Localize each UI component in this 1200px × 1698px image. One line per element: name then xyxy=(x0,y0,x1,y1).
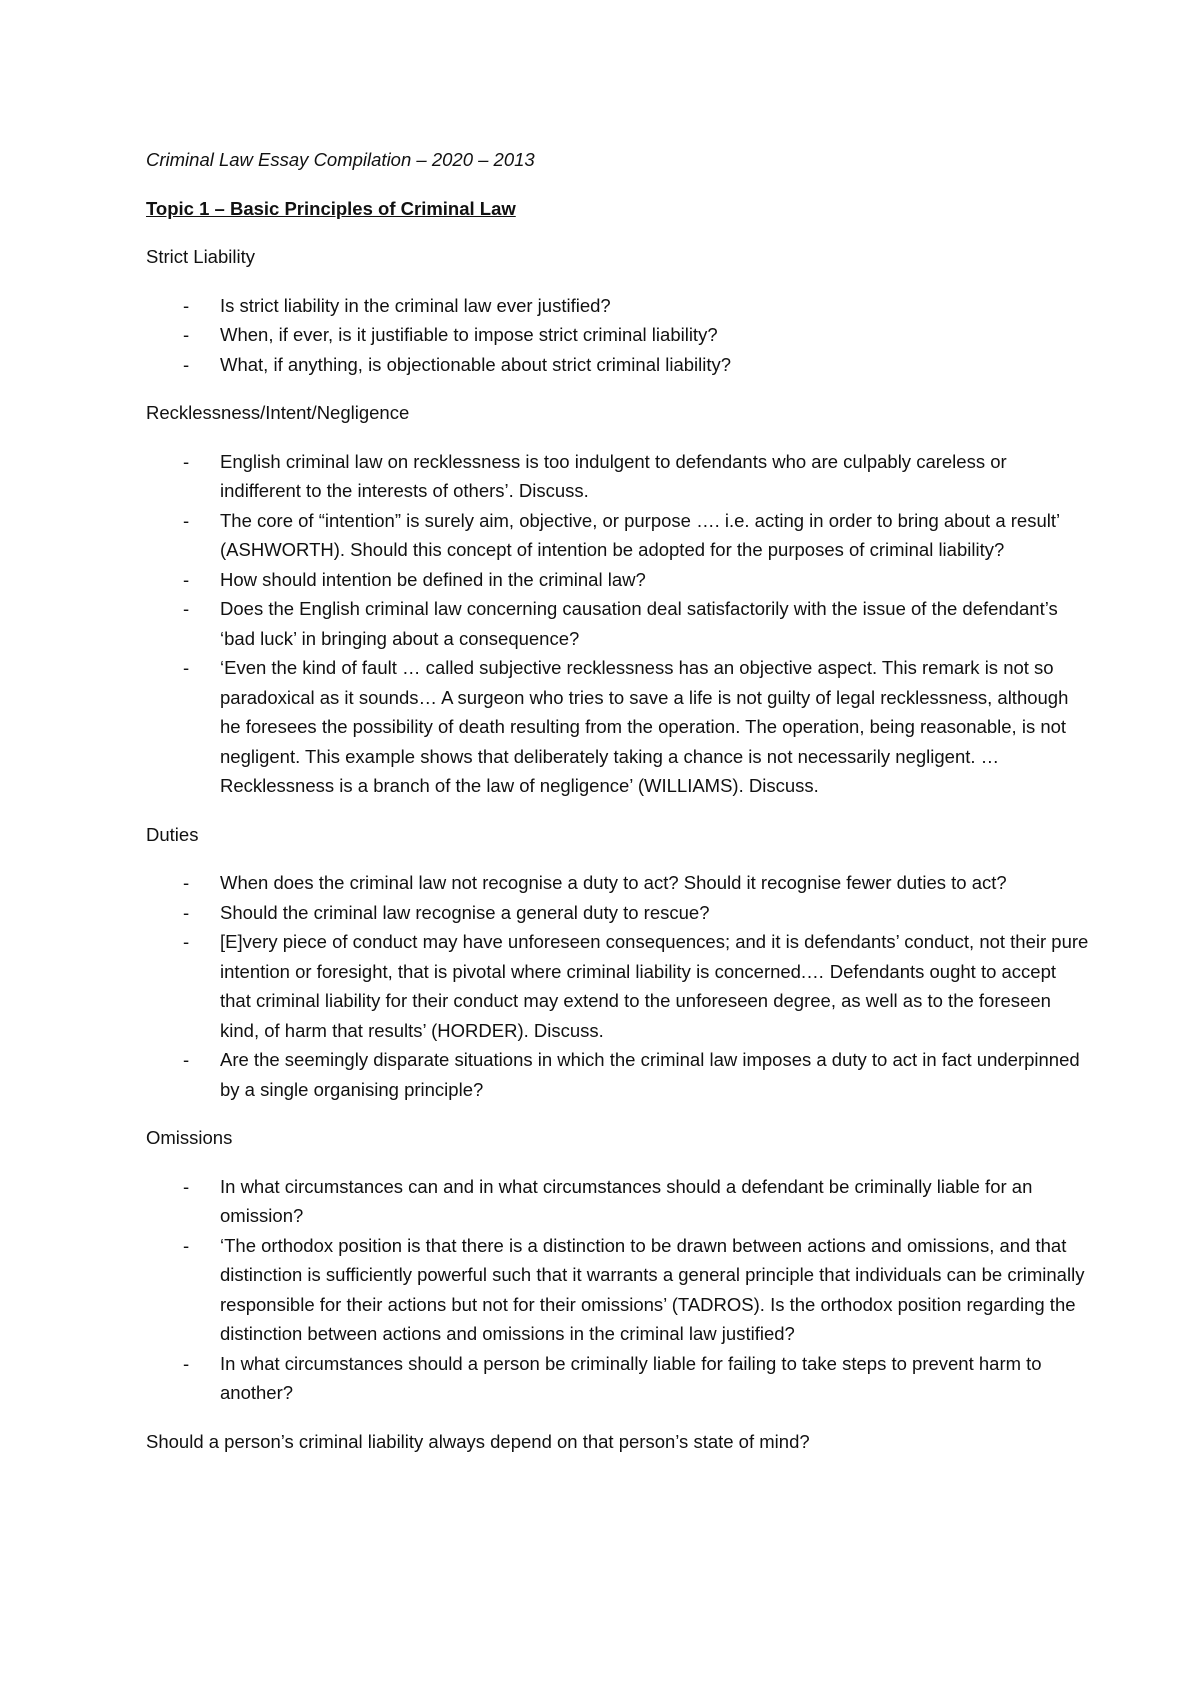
bullet-dash: - xyxy=(183,509,190,531)
bullet-dash: - xyxy=(183,324,190,345)
list-item-text: ‘Even the kind of fault … called subjective recklessness has an objective aspect. This remark is not so paradoxical as it sounds… A surgeon who tries to save a life is not guilty of legal recklessness, although he foresees the possibility of death resulting from the operation. The operation, being reasonable, is not negligent. This example shows that deliberately taking a chance is not necessarily negligent. … Recklessness is a branch of the law of negligence’ (WILLIAMS). Discuss. xyxy=(220,657,1069,796)
list-item-text: English criminal law on recklessness is too indulgent to defendants who are culpably careless or indifferent to the interests of others’. Discuss. xyxy=(220,450,1007,501)
list-item xyxy=(146,565,1090,595)
list-item-text: Are the seemingly disparate situations in which the criminal law imposes a duty to act in fact underpinned by a single organising principle? xyxy=(220,1049,1080,1100)
list-item xyxy=(146,927,1090,1045)
section-heading: Omissions xyxy=(146,1127,233,1148)
bullet-dash: - xyxy=(183,294,190,316)
document-title: Criminal Law Essay Compilation – 2020 – 2013 xyxy=(146,149,535,170)
question-list xyxy=(146,1172,1090,1408)
question-list xyxy=(146,447,1090,801)
closing-question: Should a person’s criminal liability always depend on that person’s state of mind? xyxy=(146,1430,810,1452)
list-item xyxy=(146,506,1090,565)
list-item xyxy=(146,653,1090,801)
bullet-dash: - xyxy=(183,353,190,375)
list-item-text: [E]very piece of conduct may have unforeseen consequences; and it is defendants’ conduct, not their pure intention or foresight, that is pivotal where criminal liability is concerned.… Defendants ought to accept that criminal liability for their conduct may extend to the unforeseen degree, as well as to the foreseen kind, of harm that results’ (HORDER). Discuss. xyxy=(220,931,1089,1041)
list-item-text: The core of “intention” is surely aim, objective, or purpose …. i.e. acting in order to bring about a result’ (ASHWORTH). Should this concept of intention be adopted for the purposes of criminal liability? xyxy=(220,509,1060,560)
list-item-text: How should intention be defined in the criminal law? xyxy=(220,568,646,590)
section-heading: Recklessness/Intent/Negligence xyxy=(146,402,410,423)
list-item-text: In what circumstances can and in what circumstances should a defendant be criminally liable for an omission? xyxy=(220,1175,1033,1226)
list-item xyxy=(146,868,1090,898)
list-item-text: In what circumstances should a person be criminally liable for failing to take steps to prevent harm to another? xyxy=(220,1352,1042,1403)
bullet-dash: - xyxy=(183,931,190,952)
list-item xyxy=(146,320,1090,350)
list-item-text: Should the criminal law recognise a general duty to rescue? xyxy=(220,901,710,923)
bullet-dash: - xyxy=(183,598,190,619)
bullet-dash: - xyxy=(183,1049,190,1070)
list-item-text: When, if ever, is it justifiable to impose strict criminal liability? xyxy=(220,324,718,345)
section-heading: Strict Liability xyxy=(146,246,255,267)
list-item xyxy=(146,291,1090,321)
list-item xyxy=(146,594,1090,653)
topic-heading: Topic 1 – Basic Principles of Criminal Law xyxy=(146,197,516,219)
list-item xyxy=(146,350,1090,380)
bullet-dash: - xyxy=(183,901,190,923)
bullet-dash: - xyxy=(183,657,190,678)
question-list xyxy=(146,291,1090,380)
bullet-dash: - xyxy=(183,450,190,472)
list-item-text: Is strict liability in the criminal law ever justified? xyxy=(220,294,611,316)
list-item-text: ‘The orthodox position is that there is a distinction to be drawn between actions and omissions, and that distinction is sufficiently powerful such that it warrants a general principle that individuals can be criminally responsible for their actions but not for their omissions’ (TADROS). Is the orthodox position regarding the distinction between actions and omissions in the criminal law justified? xyxy=(220,1234,1085,1344)
sections-container xyxy=(146,242,1090,1408)
list-item xyxy=(146,1172,1090,1231)
bullet-dash: - xyxy=(183,1352,190,1374)
bullet-dash: - xyxy=(183,872,190,893)
list-item-text: When does the criminal law not recognise a duty to act? Should it recognise fewer duties to act? xyxy=(220,872,1007,893)
list-item xyxy=(146,447,1090,506)
list-item xyxy=(146,1231,1090,1349)
bullet-dash: - xyxy=(183,568,190,590)
list-item xyxy=(146,1349,1090,1408)
bullet-dash: - xyxy=(183,1234,190,1256)
section-heading: Duties xyxy=(146,823,199,845)
list-item-text: Does the English criminal law concerning causation deal satisfactorily with the issue of the defendant’s ‘bad luck’ in bringing about a consequence? xyxy=(220,598,1058,649)
list-item xyxy=(146,1045,1090,1104)
list-item-text: What, if anything, is objectionable about strict criminal liability? xyxy=(220,353,732,375)
question-list xyxy=(146,868,1090,1104)
bullet-dash: - xyxy=(183,1175,190,1197)
list-item xyxy=(146,898,1090,928)
